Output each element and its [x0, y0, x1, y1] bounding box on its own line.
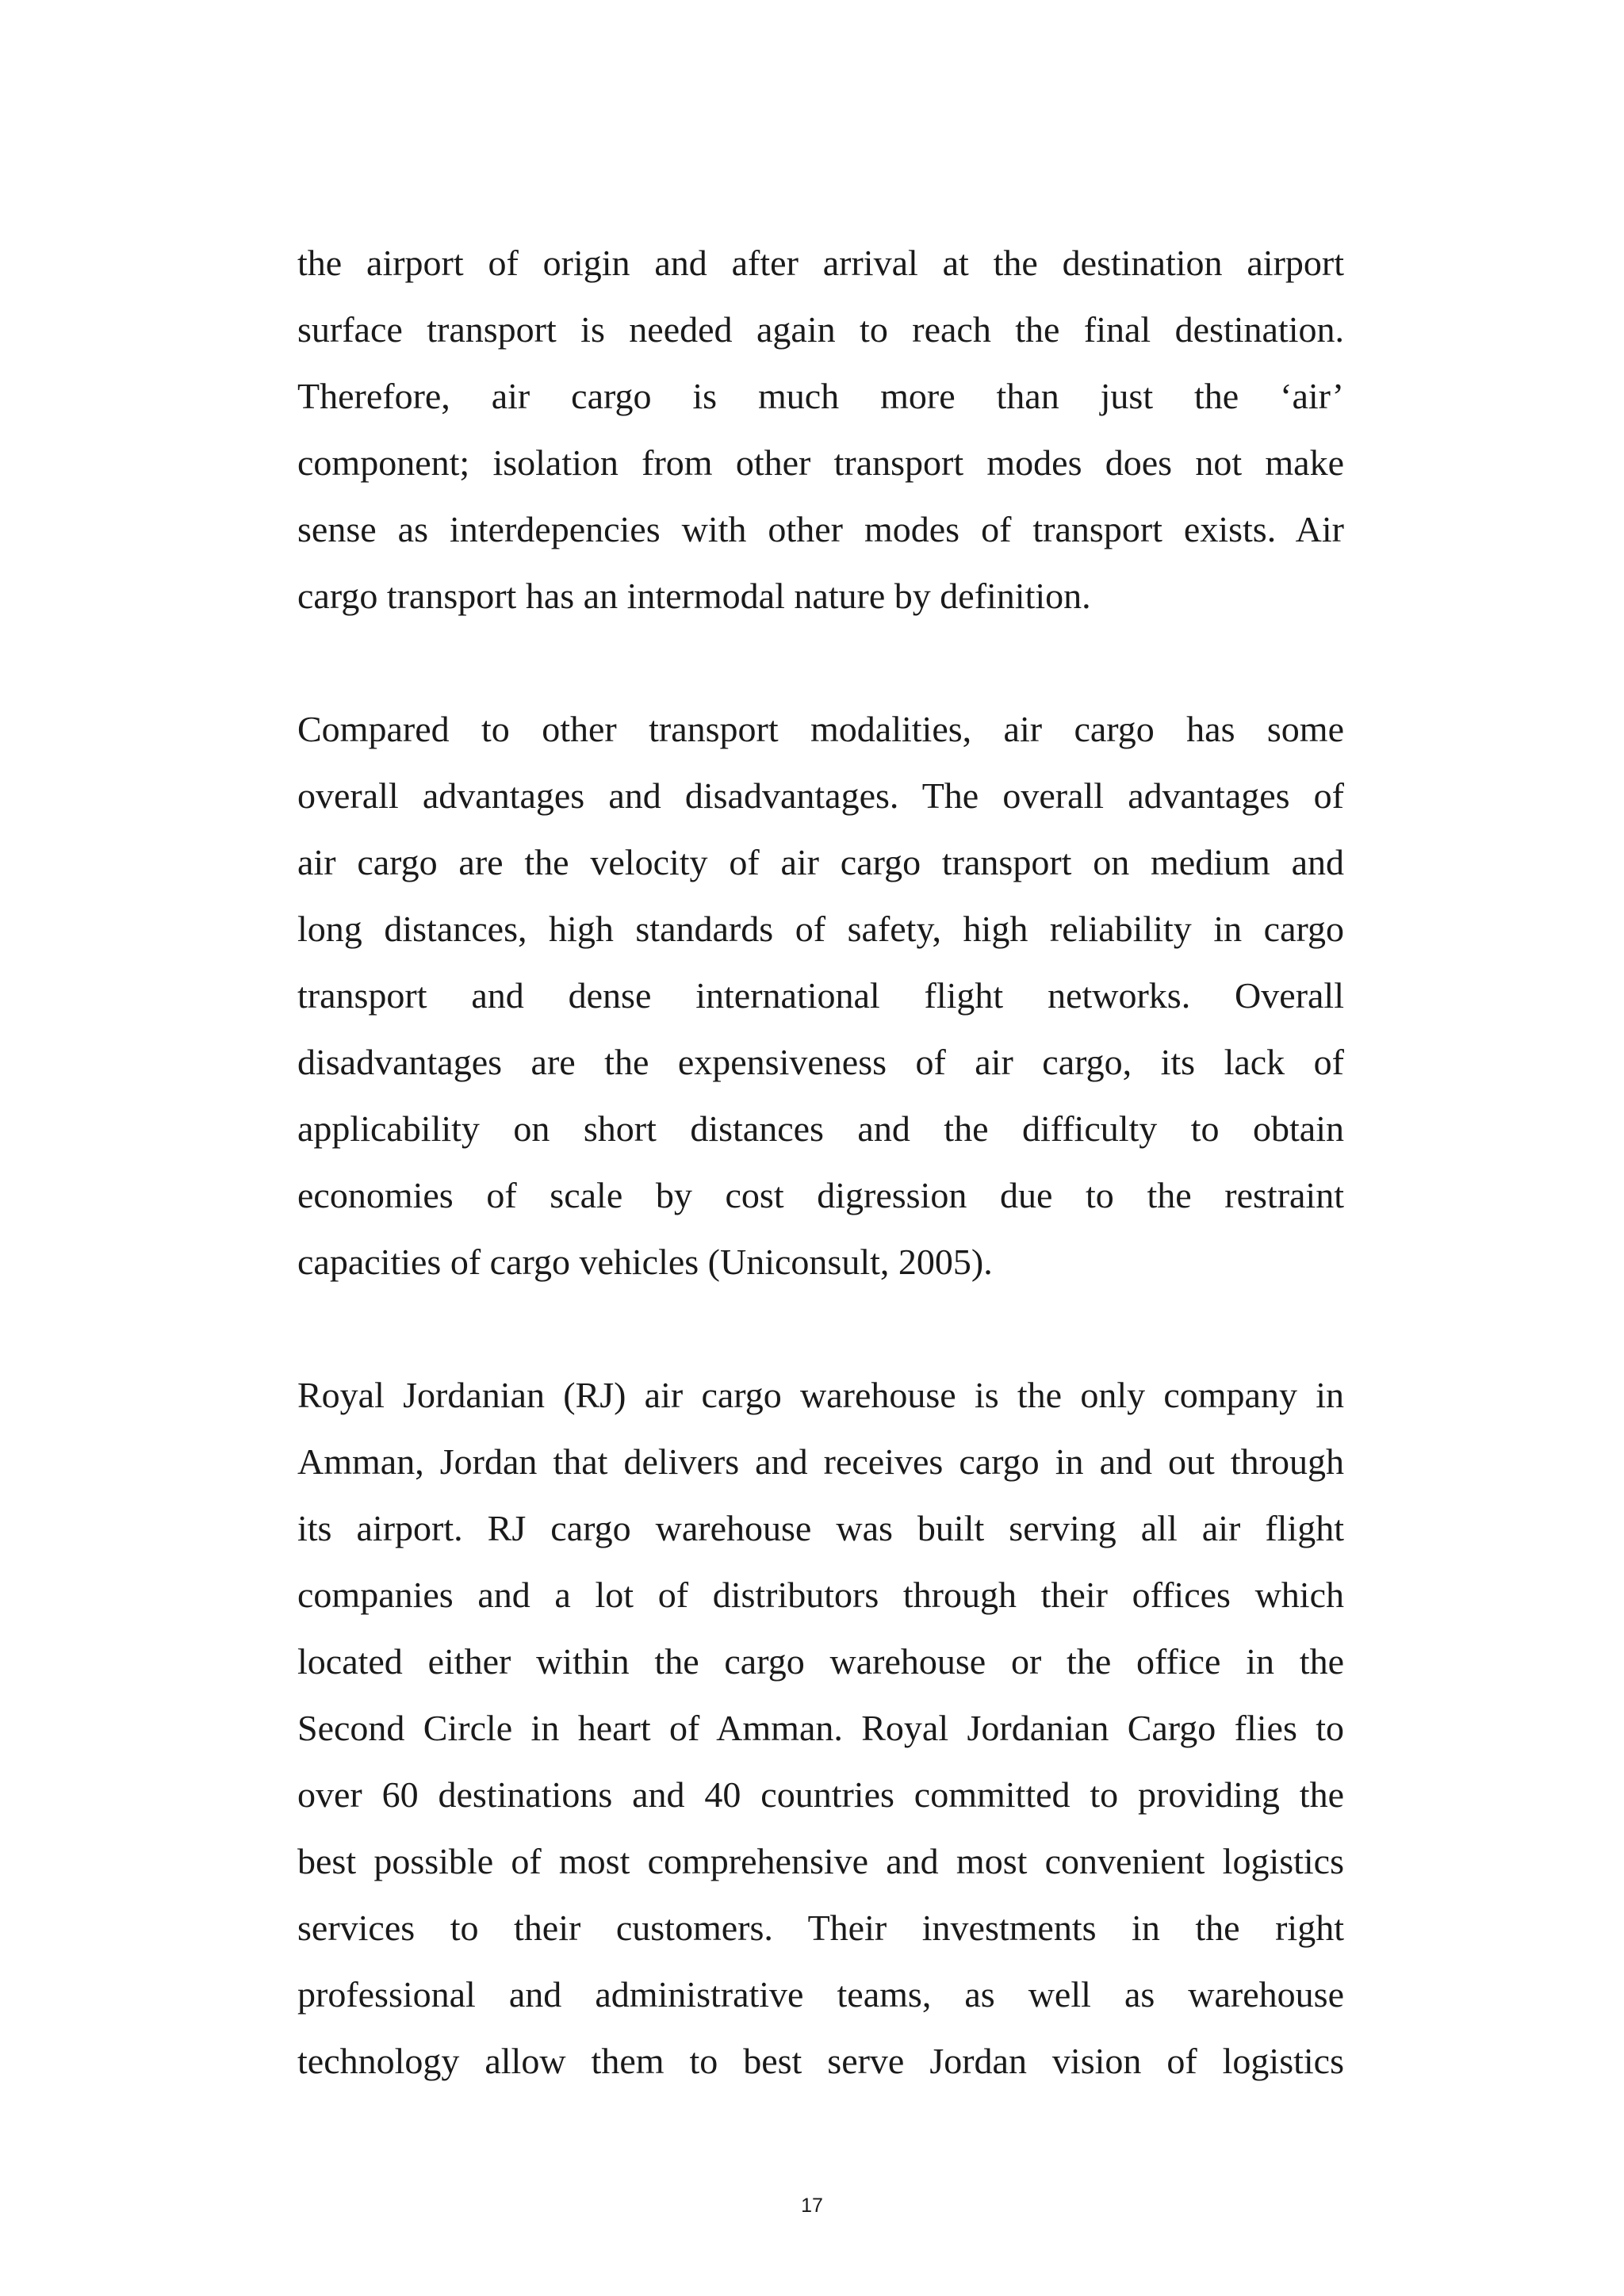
text-line: overall advantages and disadvantages. The overall advantages of [297, 775, 1344, 816]
text-line: located either within the cargo warehouse or the office in the [297, 1641, 1344, 1682]
text-line: disadvantages are the expensiveness of air cargo, its lack of [297, 1042, 1344, 1082]
text-line: professional and administrative teams, as well as warehouse [297, 1974, 1344, 2015]
text-line: services to their customers. Their investments in the right [297, 1908, 1344, 1948]
text-line: air cargo are the velocity of air cargo transport on medium and [297, 842, 1344, 882]
text-line: over 60 destinations and 40 countries committed to providing the [297, 1774, 1344, 1815]
text-line: Second Circle in heart of Amman. Royal Jordanian Cargo flies to [297, 1708, 1344, 1748]
text-line: best possible of most comprehensive and most convenient logistics [297, 1841, 1344, 1881]
text-line: component; isolation from other transport modes does not make [297, 442, 1344, 483]
text-line: Therefore, air cargo is much more than just the ‘air’ [297, 376, 1344, 416]
paragraph-2 [297, 696, 1344, 1295]
text-line: cargo transport has an intermodal nature by definition. [297, 576, 1091, 616]
paragraph-gap [297, 1295, 1344, 1362]
text-line: surface transport is needed again to reach the final destination. [297, 309, 1344, 350]
text-line: Royal Jordanian (RJ) air cargo warehouse is the only company in [297, 1375, 1344, 1415]
text-line: its airport. RJ cargo warehouse was built serving all air flight [297, 1508, 1344, 1548]
text-line: Amman, Jordan that delivers and receives cargo in and out through [297, 1441, 1344, 1482]
text-line: the airport of origin and after arrival at the destination airport [297, 243, 1344, 283]
text-line: technology allow them to best serve Jordan vision of logistics [297, 2041, 1344, 2081]
body-text [297, 230, 1344, 2095]
paragraph-gap [297, 629, 1344, 696]
paragraph-3 [297, 1362, 1344, 2095]
text-line: Compared to other transport modalities, air cargo has some [297, 709, 1344, 749]
text-line: sense as interdepencies with other modes of transport exists. Air [297, 509, 1344, 549]
text-line: applicability on short distances and the difficulty to obtain [297, 1108, 1344, 1149]
page-number: 17 [801, 2195, 823, 2217]
text-line: companies and a lot of distributors through their offices which [297, 1575, 1344, 1615]
text-line: long distances, high standards of safety, high reliability in cargo [297, 909, 1344, 949]
paragraph-1 [297, 230, 1344, 629]
text-line: economies of scale by cost digression due to the restraint [297, 1175, 1344, 1215]
text-line: transport and dense international flight networks. Overall [297, 975, 1344, 1016]
text-line: capacities of cargo vehicles (Uniconsult, 2005). [297, 1242, 993, 1282]
